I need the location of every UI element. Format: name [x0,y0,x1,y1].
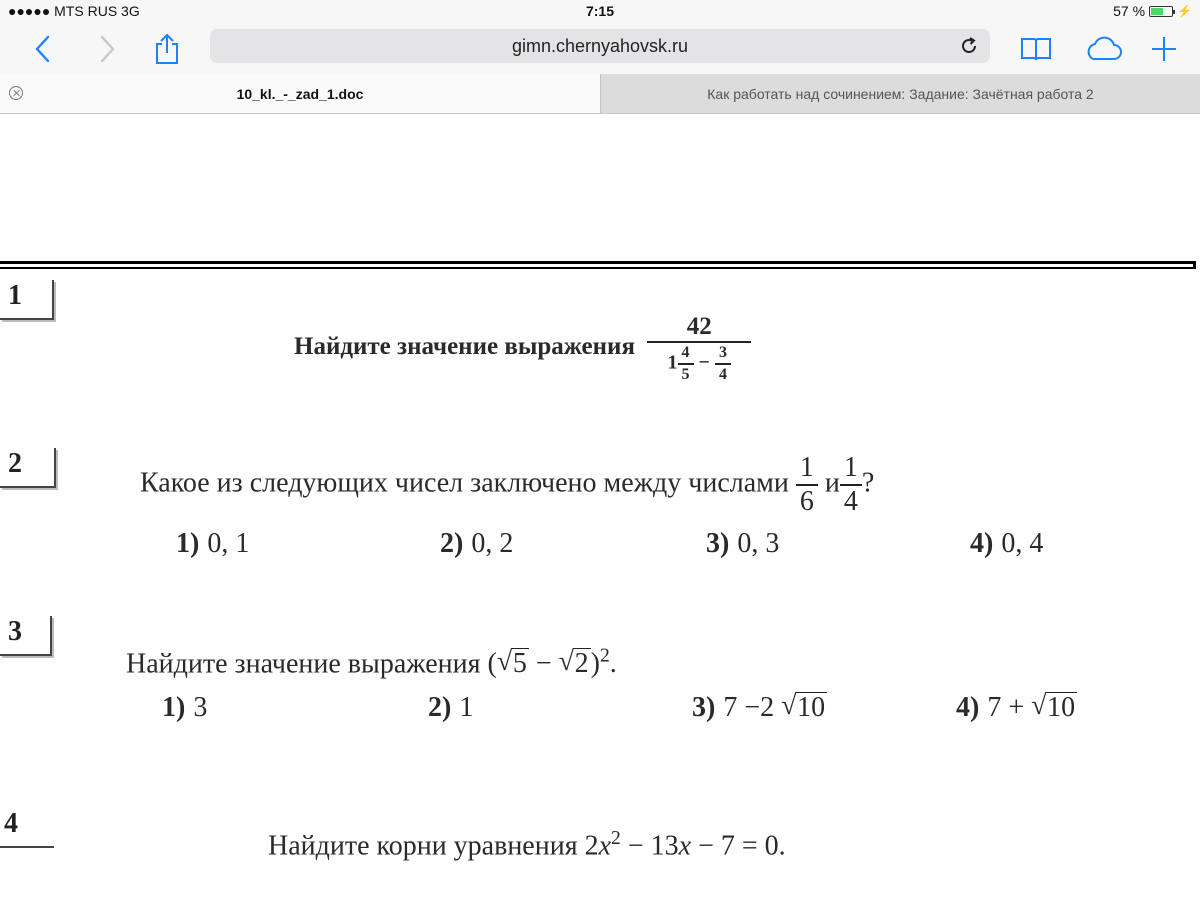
frac-bot: 5 [681,366,690,383]
variable: x [678,830,692,862]
icloud-tabs-icon [1083,36,1123,62]
carrier-label: ●●●●● MTS RUS 3G [8,3,140,19]
tab-label: 10_kl._-_zad_1.doc [236,85,364,102]
answer-option[interactable] [956,692,1077,724]
frac-top: 1 [799,452,814,483]
option-number: 1) [176,528,200,559]
numerator: 42 [686,313,712,340]
clock: 7:15 [585,3,615,19]
whole-part: 1 [667,351,678,374]
question-number: 3 [0,616,52,656]
page-divider [0,261,1196,269]
option-number: 4) [970,528,994,559]
tab-doc[interactable] [0,74,600,113]
question-number: 4 [0,808,54,848]
answer-option[interactable] [692,692,827,724]
browser-toolbar [0,24,1200,74]
option-value: 0, 4 [1001,528,1044,559]
tab-essay[interactable] [600,74,1200,113]
radicand: 10 [1047,692,1076,723]
new-tab-button[interactable] [1150,30,1178,68]
fraction [840,454,862,516]
forward-icon [100,35,116,63]
minus-sign: − [698,351,710,374]
variable: x [598,830,612,862]
equation-part: − 7 = 0. [691,830,786,862]
option-number: 2) [440,528,464,559]
option-number: 3) [706,528,730,559]
bookmarks-button[interactable] [1020,30,1052,68]
tab-bar [0,74,1200,114]
bookmarks-icon [1020,36,1052,62]
frac-top: 1 [843,452,858,483]
radicand: 5 [512,648,527,680]
answer-option[interactable] [970,528,1043,560]
equation-part: − 13 [620,830,679,862]
frac-bot: 6 [799,486,814,517]
frac-top: 3 [718,344,727,361]
option-number: 2) [428,692,452,723]
question-mark: ? [861,467,875,499]
question-4 [268,828,786,862]
radicand: 10 [797,692,826,723]
battery-indicator [1113,3,1192,19]
option-value: 0, 1 [207,528,250,559]
expression-fraction [647,314,751,383]
url-text: gimn.chernyahovsk.ru [511,35,689,56]
icloud-tabs-button[interactable] [1082,30,1124,68]
exponent: 2 [599,646,610,667]
close-tab-icon[interactable] [9,86,23,100]
option-number: 4) [956,692,980,723]
question-3 [126,646,617,680]
charging-icon: ⚡ [1177,4,1192,18]
status-bar [0,0,1200,24]
option-number: 3) [692,692,716,723]
frac-top: 4 [681,344,690,361]
back-icon [34,35,50,63]
share-icon [154,33,180,65]
question-number: 1 [0,280,54,320]
forward-button[interactable] [94,30,122,68]
question-number: 2 [0,448,56,488]
document-viewer[interactable] [0,114,1200,900]
back-button[interactable] [28,30,56,68]
conjunction: и [824,467,840,499]
option-value: 7 + [987,692,1025,723]
reload-icon[interactable] [958,35,980,57]
new-tab-icon [1151,36,1177,62]
exponent: 2 [611,828,621,849]
answer-option[interactable] [176,528,249,560]
question-text: Найдите корни уравнения 2 [268,830,599,862]
share-button[interactable] [152,30,182,68]
question-2 [140,454,874,516]
option-value: 3 [193,692,208,723]
question-1 [294,314,751,383]
battery-icon [1149,6,1173,17]
option-value: 7 −2 [723,692,775,723]
expression: (√ 5 − √ 2)$^2$. [488,648,617,679]
address-bar[interactable] [210,29,990,63]
tab-label: Как работать над сочинением: Задание: Зачётная работа 2 [707,85,1094,102]
question-text: Найдите значение выражения [294,333,635,361]
answer-option[interactable] [706,528,779,560]
option-value: 1 [459,692,474,723]
battery-percent: 57 % [1113,3,1146,19]
question-text: Какое из следующих чисел заключено между числами [140,467,789,499]
radicand: 2 [574,648,589,680]
fraction [715,345,731,383]
fraction [678,345,694,383]
answer-option[interactable] [428,692,473,724]
answer-option[interactable] [162,692,207,724]
answer-option[interactable] [440,528,513,560]
option-value: 0, 3 [737,528,780,559]
denominator [647,345,751,383]
option-value: 0, 2 [471,528,514,559]
option-number: 1) [162,692,186,723]
frac-bot: 4 [843,486,858,517]
frac-bot: 4 [718,366,727,383]
question-text: Найдите значение выражения [126,648,481,680]
fraction [796,454,818,516]
